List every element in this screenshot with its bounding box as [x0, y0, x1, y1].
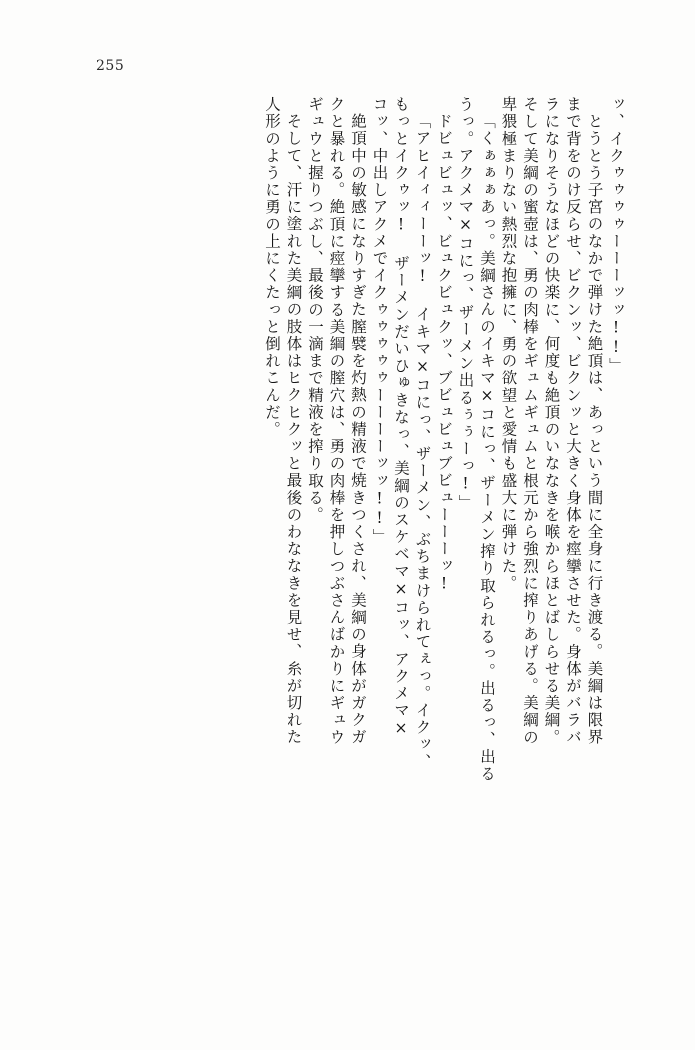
text-line: 卑猥極まりない熱烈な抱擁に、勇の欲望と愛情も盛大に弾けた。 — [499, 96, 518, 592]
text-line: 「アヒイィィーーッ! イキマ×コにっ、ザーメン、ぶちまけられてぇっ。イクッ、 — [413, 113, 432, 771]
text-line: 「くぁぁぁあっ。美綱さんのイキマ×コにっ、ザーメン搾り取られるっ。出るっ、出る — [478, 113, 496, 783]
text-line: ッ、イクゥゥゥゥーーーッッ!!」 — [607, 96, 625, 375]
text-line: 絶頂中の敏感になりすぎた膣襞を灼熱の精液で焼きつくされ、美綱の身体がガクガ — [349, 113, 367, 746]
text-line: ラになりそうなほどの快楽に、何度も絶頂のいななきを喉からほとばしらせる美綱。 — [542, 96, 561, 746]
text-line: ギュウと握りつぶし、最後の一滴まで精液を搾り取る。 — [306, 96, 324, 524]
text-line: まで背をのけ反らせ、ビクンッ、ビクンッと大きく身体を痙攣させた。身体がバラバ — [564, 96, 582, 746]
text-line: そして美綱の蜜壺は、勇の肉棒をギュムギュムと根元から強烈に搾りあげる。美綱の — [521, 96, 539, 746]
text-line: とうとう子宮のなかで弾けた絶頂は、あっという間に全身に行き渡る。美綱は限界 — [585, 113, 604, 746]
text-line: クと暴れる。絶頂に痙攣する美綱の膣穴は、勇の肉棒を押しつぶさんばかりにギュウ — [327, 96, 346, 746]
text-line: ドビュビュッ、ビュクビュクッ、ブビュビュブビューーーッ! — [435, 113, 453, 595]
text-line: うっ。アクメマ×コにっ、ザーメン出るぅぅーっ!」 — [456, 96, 475, 512]
text-line: 人形のように勇の上にくたっと倒れこんだ。 — [263, 96, 281, 438]
text-line: もっとイクゥッ! ザーメンだいひゅきなっ、美綱のスケベマ×コッ、アクメマ× — [392, 96, 410, 739]
text-line: そして、汗に塗れた美綱の肢体はヒクヒクッと最後のわななきを見せ、糸が切れた — [284, 113, 303, 746]
page-number: 255 — [96, 58, 125, 74]
vertical-text-body — [72, 96, 623, 976]
text-line: コッ、中出しアクメでイクゥゥゥゥゥーーーーッッ!!」 — [370, 96, 389, 546]
